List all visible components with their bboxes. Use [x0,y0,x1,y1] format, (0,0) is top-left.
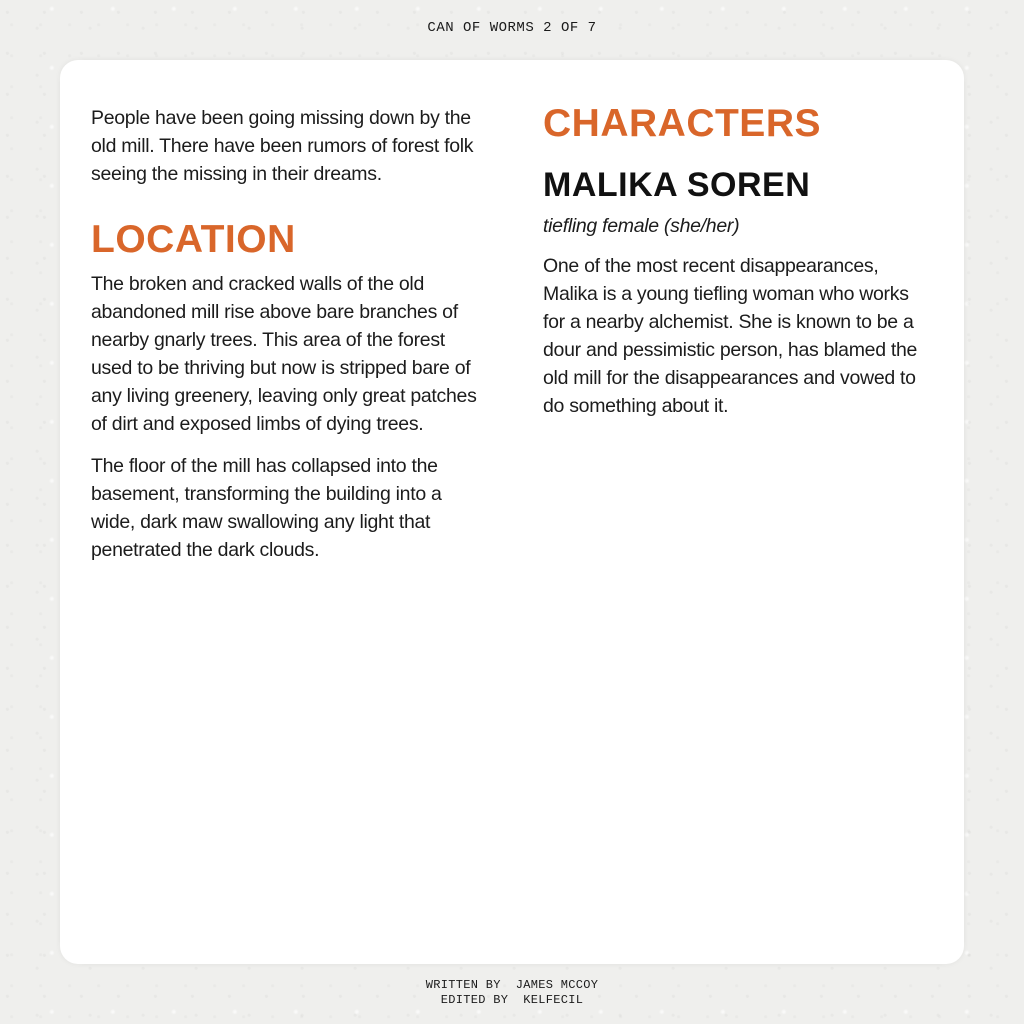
characters-heading: CHARACTERS [543,102,821,145]
character-descriptor: tiefling female (she/her) [543,215,740,237]
page-header: CAN OF WORMS 2 OF 7 [427,20,597,36]
character-bio: One of the most recent disappearances, Malika is a young tiefling woman who works for a nearby alchemist. She is known to be a dour and pessimistic person, has blamed the old mill for the disappearances and vowed to do something about it. [543,255,918,417]
page-footer [0,978,1024,1008]
content-card [60,60,964,964]
written-by-credit: WRITTEN BY JAMES MCCOY [425,978,599,992]
character-name: MALIKA SOREN [543,166,811,204]
edited-by-credit: EDITED BY KELFECIL [440,993,584,1007]
intro-paragraph: People have been going missing down by the old mill. There have been rumors of forest folk seeing the missing in their dreams. [91,107,474,185]
right-column [543,104,935,434]
location-paragraph-2: The floor of the mill has collapsed into the basement, transforming the building into a wide, dark maw swallowing any light that penetrated the dark clouds. [91,455,442,561]
location-paragraph-1: The broken and cracked walls of the old abandoned mill rise above bare branches of nearby gnarly trees. This area of the forest used to be thriving but now is stripped bare of any living greenery, leaving only great patches of dirt and exposed limbs of dying trees. [91,273,477,435]
location-heading: LOCATION [91,218,296,261]
left-column [91,104,483,578]
